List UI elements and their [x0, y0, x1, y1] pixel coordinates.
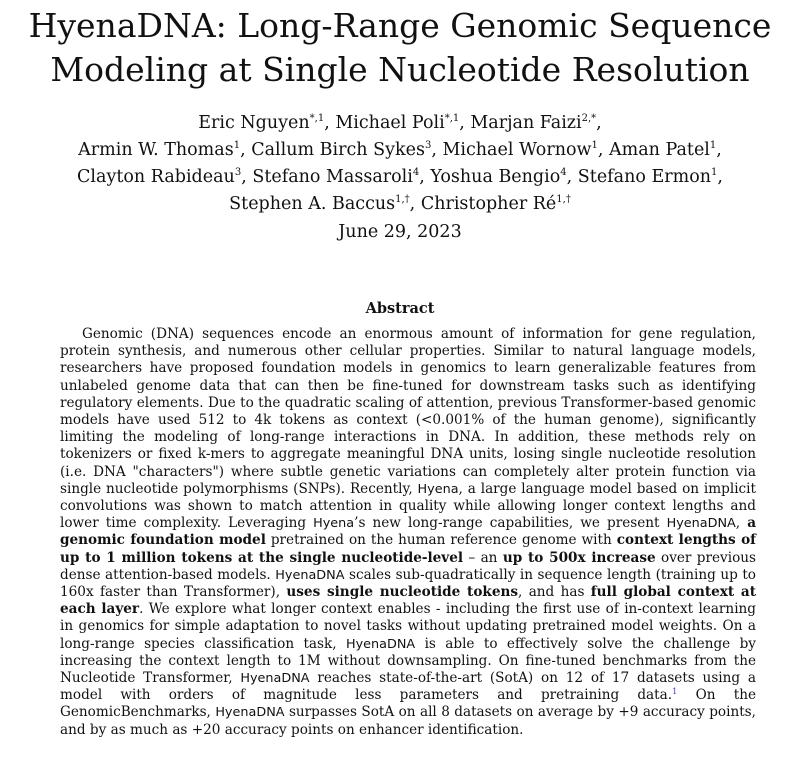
abstract-body: [60, 326, 756, 739]
bold-phrase: full global context at each layer: [60, 584, 756, 618]
model-name: HyenaDNA: [345, 636, 416, 652]
author-affiliation: 1,†: [395, 194, 410, 205]
author-name: Stephen A. Baccus: [229, 194, 396, 214]
abstract-text: over previous dense attention-based models.: [60, 549, 756, 583]
title-line: Modeling at Single Nucleotide Resolution: [50, 50, 750, 89]
model-name: HyenaDNA: [240, 671, 310, 687]
bold-phrase: up to 500x increase: [502, 549, 656, 566]
author-name: Stefano Massaroli: [252, 167, 413, 187]
abstract-text: , and has: [518, 584, 591, 601]
abstract-text: Genomic (DNA) sequences encode an enormous amount of information for gene regulation, protein synthesis, and numerous other cellular properties. Similar to natural language models, researchers have proposed foundation models in genomics to learn generalizable features from unlabeled genome data that can then be fine-tuned for downstream tasks such as identifying regulatory elements. Due to the quadratic scaling of attention, previous Transformer-based genomic models have used 512 to 4k tokens as context (<0.001% of the human genome), significantly limiting the modeling of long-range interactions in DNA. In addition, these methods rely on tokenizers or fixed k-mers to aggregate meaningful DNA units, losing single nucleotide resolution (i.e. DNA "characters") where subtle genetic variations can completely alter protein function via single nucleotide polymorphisms (SNPs). Recently,: [60, 326, 756, 497]
author-name: Armin W. Thomas: [78, 140, 234, 160]
author-name: Christopher Ré: [420, 194, 557, 214]
abstract-heading: Abstract: [365, 300, 435, 317]
abstract-text: ’s new long-range capabilities, we present: [354, 515, 667, 532]
abstract-text: – an: [463, 549, 503, 566]
abstract-text: ,: [735, 515, 748, 532]
abstract-text: reaches state-of-the-art (SotA) on 12 of 17 datasets using a model with orders of magnitude less parameters and pretraining data.: [60, 670, 756, 704]
author-affiliation: *,1: [309, 113, 325, 124]
author-affiliation: 1: [711, 167, 718, 178]
author-affiliation: *,1: [444, 113, 460, 124]
abstract-text: pretrained on the human reference genome with: [265, 532, 617, 549]
model-name: Hyena: [417, 481, 459, 497]
author-name: Stefano Ermon: [577, 167, 711, 187]
author-name: Eric Nguyen: [198, 113, 310, 133]
bold-phrase: a genomic foundation model: [60, 515, 756, 549]
author: [609, 140, 716, 160]
abstract-text: surpasses SotA on all 8 datasets on average by +9 accuracy points, and by as much as +20 accuracy points on enhancer identification.: [60, 704, 756, 738]
author: [251, 140, 431, 160]
bold-phrase: uses single nucleotide tokens: [286, 584, 519, 601]
model-name: HyenaDNA: [215, 705, 285, 721]
author: [198, 113, 324, 133]
author-name: Yoshua Bengio: [430, 167, 561, 187]
title-line: HyenaDNA: Long-Range Genomic Sequence: [28, 6, 772, 45]
author: [421, 194, 571, 214]
model-name: Hyena: [313, 516, 355, 532]
author-name: Aman Patel: [609, 140, 710, 160]
model-name: HyenaDNA: [275, 567, 345, 583]
author: [78, 140, 240, 160]
author-affiliation: 1: [591, 140, 598, 151]
author-name: Callum Birch Sykes: [251, 140, 425, 160]
model-name: HyenaDNA: [666, 516, 736, 532]
abstract-text: scales sub-quadratically in sequence length (training up to 160x faster than Transformer),: [60, 566, 756, 601]
author-affiliation: 2,*: [581, 113, 597, 124]
author-name: Michael Poli: [335, 113, 445, 133]
paper-title: [0, 4, 800, 92]
abstract-text: , a large language model based on implicit convolutions was shown to match attention in quality while allowing longer context lengths and lower time complexity. Leveraging: [60, 480, 756, 532]
author-affiliation: 4: [412, 167, 420, 178]
author: [229, 194, 410, 214]
author: [335, 113, 459, 133]
author-affiliation: 3: [234, 167, 242, 178]
author: [578, 167, 718, 187]
abstract-text: is able to effectively solve the challenge by increasing the context length to 1M without downsampling. On fine-tuned benchmarks from the Nucleotide Transformer,: [60, 635, 756, 687]
author-affiliation: 1,†: [556, 194, 571, 205]
bold-phrase: context lengths of up to 1 million tokens at the single nucleotide-level: [60, 532, 756, 566]
author-name: Marjan Faizi: [470, 113, 582, 133]
author-name: Michael Wornow: [442, 140, 592, 160]
author-affiliation: 1: [233, 140, 241, 151]
author: [77, 167, 241, 187]
footnote-marker[interactable]: 1: [672, 687, 678, 698]
author: [252, 167, 419, 187]
publication-date: June 29, 2023: [338, 222, 462, 242]
author-name: Clayton Rabideau: [77, 167, 235, 187]
author: [470, 113, 596, 133]
abstract-text: On the GenomicBenchmarks,: [60, 687, 756, 721]
author: [430, 167, 566, 187]
author-affiliation: 4: [560, 167, 567, 178]
author-affiliation: 1: [709, 140, 717, 151]
author: [442, 140, 597, 160]
author-affiliation: 3: [424, 140, 432, 151]
author-list: Eric Nguyen$^{*,1}$, Michael Poli$^{*,1}$, Marjan Faizi$^{2,*}$, Armin W. Thomas$^1$, Callum Birch Sykes$^3$, Michael Wornow$^1$, Aman Patel$^1$, Clayton Rabideau$^3$, Stefano Massaroli$^4$, Yoshua Bengio$^4$, Stefano Ermon$^1$, Stephen A. Baccus$^{1,\dagger}$, Christopher $Ré^{1,\dagger}$: [77, 113, 723, 214]
abstract-text: . We explore what longer context enables - including the first use of in-context learning in genomics for simple adaptation to novel tasks without updating pretrained model weights. On a long-range species classification task,: [60, 601, 756, 652]
